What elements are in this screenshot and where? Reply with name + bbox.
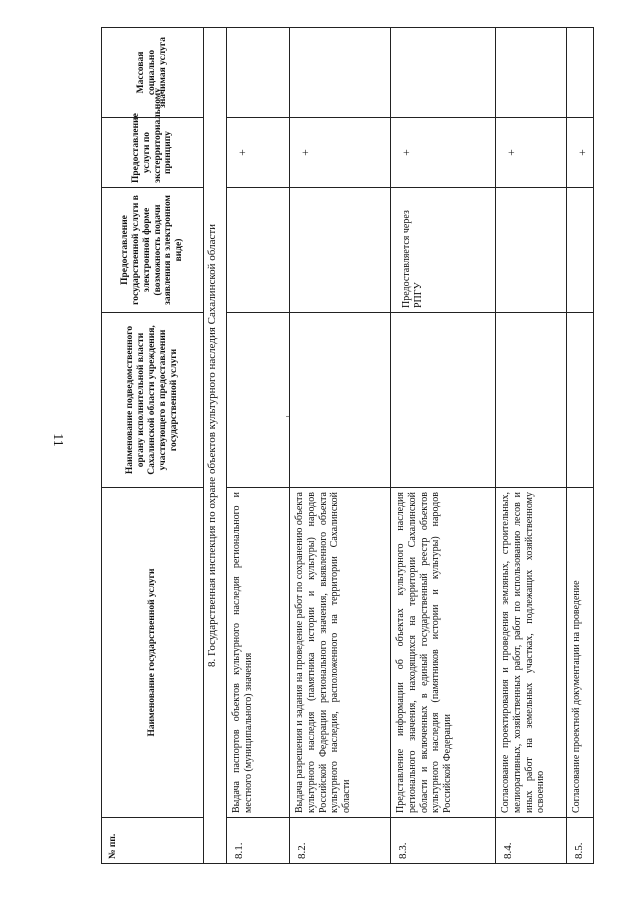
table-row xyxy=(567,28,594,864)
row-agency xyxy=(290,313,391,488)
table-row xyxy=(227,28,290,864)
header-electronic: Предоставление государственной услуги в электронной форме (возможность подачи заявления в электронном виде) xyxy=(102,188,204,313)
row-service-name: Выдача паспортов объектов культурного наследия регионального и местного (муниципального) значения xyxy=(227,488,290,818)
row-extraterritorial: + xyxy=(227,118,290,188)
row-agency xyxy=(391,313,496,488)
row-extraterritorial: + xyxy=(290,118,391,188)
row-mass xyxy=(496,28,567,118)
row-service-name: Согласование проектной документации на проведение xyxy=(567,488,594,818)
row-mass xyxy=(290,28,391,118)
header-mass: Массовая социально значимая услуга xyxy=(102,28,204,118)
row-num: 8.4. xyxy=(496,818,567,864)
section-title: 8. Государственная инспекция по охране объектов культурного наследия Сахалинской области xyxy=(204,28,227,864)
header-name: Наименование государственной услуги xyxy=(102,488,204,818)
row-agency xyxy=(567,313,594,488)
row-electronic xyxy=(290,188,391,313)
scan-speck xyxy=(286,416,289,417)
header-extraterritorial: Предоставление услуги по экстерриториальному принципу xyxy=(102,118,204,188)
row-num: 8.3. xyxy=(391,818,496,864)
row-service-name: Согласование проектирования и проведения земляных, строительных, мелиоративных, хозяйственных работ, работ по использованию лесов и иных работ на земельных участках, подлежащих хозяйственному освоению xyxy=(496,488,567,818)
services-table-container xyxy=(101,28,589,864)
table-row xyxy=(290,28,391,864)
table-row xyxy=(496,28,567,864)
table-row xyxy=(391,28,496,864)
row-agency xyxy=(227,313,290,488)
row-electronic xyxy=(567,188,594,313)
row-service-name: Представление информации об объектах культурного наследия регионального значения, находящихся на территории Сахалинской области и включенных в единый государственный реестр объектов культурного наследия (памятников истории и культуры) народов Российской Федерации xyxy=(391,488,496,818)
row-num: 8.2. xyxy=(290,818,391,864)
row-mass xyxy=(391,28,496,118)
row-electronic: Предоставляется через РПГУ xyxy=(391,188,496,313)
row-mass xyxy=(567,28,594,118)
row-service-name: Выдача разрешения и задания на проведение работ по сохранению объекта культурного наследия (памятника истории и культуры) народов Российской Федерации регионального значения, выявленного объекта культурного наследия, расположенного на территории Сахалинской области xyxy=(290,488,391,818)
header-num: № пп. xyxy=(102,818,204,864)
services-table xyxy=(101,27,594,864)
row-mass xyxy=(227,28,290,118)
header-agency: Наименование подведомственного органу исполнительной власти Сахалинской области учреждения, участвующего в предоставлении государственной услуги xyxy=(102,313,204,488)
row-agency xyxy=(496,313,567,488)
section-row xyxy=(204,28,227,864)
row-extraterritorial: + xyxy=(496,118,567,188)
row-electronic xyxy=(227,188,290,313)
page-number: 11 xyxy=(50,433,65,447)
header-row xyxy=(102,28,204,864)
row-extraterritorial: + xyxy=(391,118,496,188)
row-extraterritorial: + xyxy=(567,118,594,188)
row-num: 8.5. xyxy=(567,818,594,864)
row-num: 8.1. xyxy=(227,818,290,864)
row-electronic xyxy=(496,188,567,313)
